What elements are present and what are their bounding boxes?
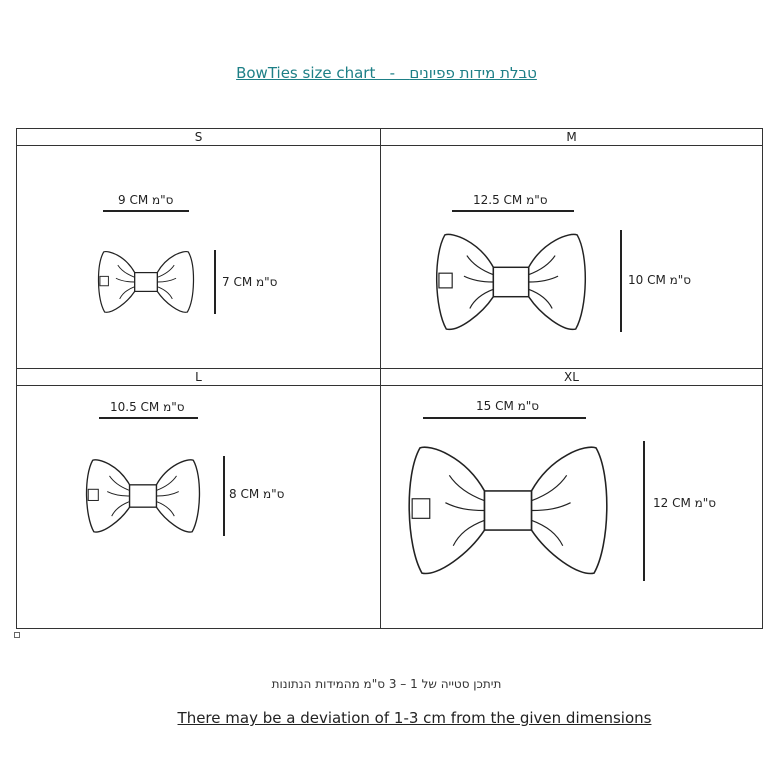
- width-label-s: 9 CM ס"מ: [118, 193, 174, 207]
- bowtie-icon: [436, 232, 586, 332]
- size-header-m: M: [381, 129, 763, 146]
- bowtie-icon: [87, 458, 199, 534]
- height-label-m: 10 CM ס"מ: [628, 273, 692, 287]
- size-cell-s: [17, 146, 381, 369]
- height-label-xl: 12 CM ס"מ: [653, 496, 717, 510]
- size-cell-l: [17, 386, 381, 629]
- bowtie-icon: [410, 444, 606, 577]
- width-label-m: 12.5 CM ס"מ: [473, 193, 548, 207]
- width-line-s: [103, 210, 189, 212]
- size-header-xl: XL: [381, 369, 763, 386]
- height-label-s: 7 CM ס"מ: [222, 275, 278, 289]
- width-label-xl: 15 CM ס"מ: [476, 399, 540, 413]
- size-chart-table: [16, 128, 763, 629]
- width-line-m: [452, 210, 574, 212]
- width-line-xl: [423, 417, 586, 419]
- deviation-note-hebrew: תיתכן סטייה של 1 – 3 ס"מ מהמידות הנתונות: [271, 677, 502, 691]
- height-line-xl: [643, 441, 645, 581]
- size-cell-xl: [381, 386, 763, 629]
- height-line-m: [620, 230, 622, 332]
- size-header-s: S: [17, 129, 381, 146]
- height-label-l: 8 CM ס"מ: [229, 487, 285, 501]
- width-line-l: [99, 417, 198, 419]
- height-line-s: [214, 250, 216, 314]
- table-resize-handle[interactable]: [14, 632, 20, 638]
- deviation-note-english: There may be a deviation of 1-3 cm from the given dimensions: [177, 709, 652, 727]
- width-label-l: 10.5 CM ס"מ: [110, 400, 185, 414]
- size-cell-m: [381, 146, 763, 369]
- page-title: BowTies size chart - טבלת מידות פפיונים: [236, 64, 537, 82]
- height-line-l: [223, 456, 225, 536]
- bowtie-icon: [99, 250, 193, 314]
- size-header-l: L: [17, 369, 381, 386]
